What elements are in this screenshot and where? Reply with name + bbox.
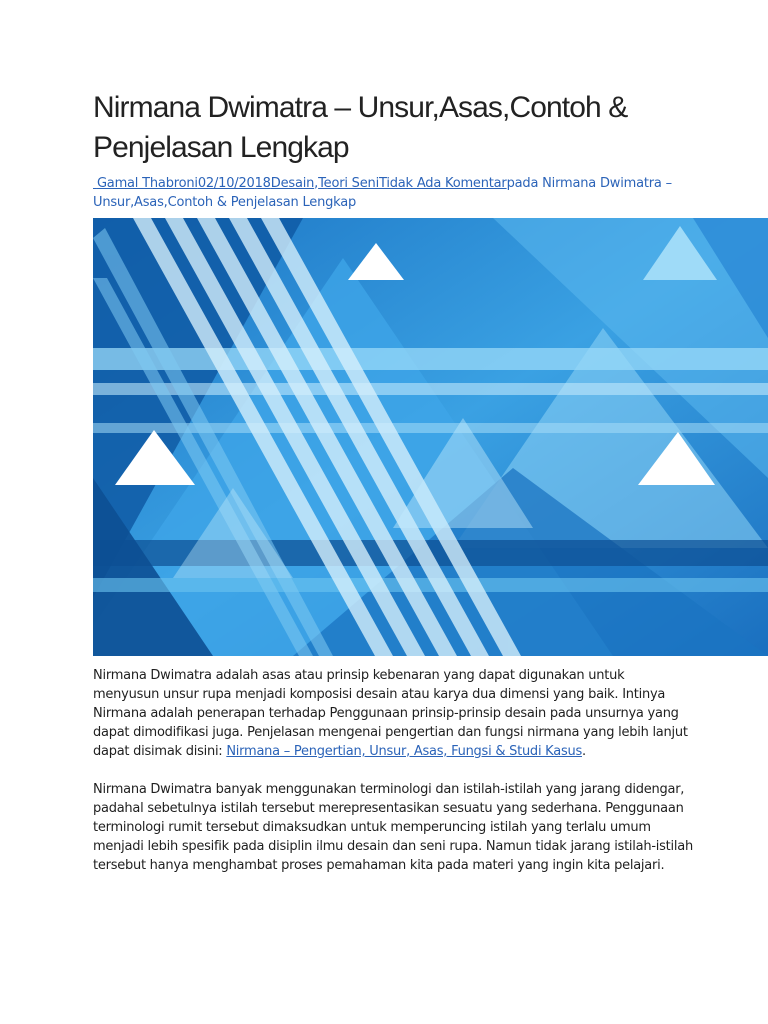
category-link-teori-seni[interactable]: Teori Seni <box>318 176 379 191</box>
category-link-desain[interactable]: Desain <box>270 176 315 191</box>
post-date: 02/10/2018 <box>197 176 271 191</box>
nirmana-article-link[interactable]: Nirmana – Pengertian, Unsur, Asas, Fungsi & Studi Kasus <box>226 744 582 759</box>
author-link[interactable]: Gamal Thabroni02/10/2018 <box>96 176 271 191</box>
paragraph-2: Nirmana Dwimatra banyak menggunakan terminologi dan istilah-istilah yang jarang didengar, padahal sebetulnya istilah tersebut merepresentasikan sesuatu yang sederhana. Penggunaan terminologi rumit tersebut dimaksudkan untuk memperuncing istilah yang terlalu umum menjadi lebih spesifik pada disiplin ilmu desain dan seni rupa. Namun tidak jarang istilah-istilah tersebut hanya menghambat proses pemahaman kita pada materi yang ingin kita pelajari. <box>93 782 693 873</box>
article-meta <box>93 174 693 212</box>
comments-suffix: pada Nirmana Dwimatra – Unsur,Asas,Contoh & Penjelasan Lengkap <box>93 176 672 210</box>
article-body <box>93 666 693 894</box>
hero-image <box>93 218 768 656</box>
category-separator: , <box>314 176 319 191</box>
comments-link[interactable]: Tidak Ada Komentar <box>378 176 507 191</box>
article-title: Nirmana Dwimatra – Unsur,Asas,Contoh & Penjelasan Lengkap <box>93 91 628 164</box>
paragraph-1: Nirmana Dwimatra adalah asas atau prinsip kebenaran yang dapat digunakan untuk menyusun unsur rupa menjadi komposisi desain atau karya dua dimensi yang baik. Intinya Nirmana adalah penerapan terhadap Penggunaan prinsip-prinsip desain pada unsurnya yang dapat dimodifikasi juga. Penjelasan mengenai pengertian dan fungsi nirmana yang lebih lanjut dapat disimak disini: Nirmana – Pengertian, Unsur, Asas, Fungsi & Studi Kasus. <box>93 668 688 759</box>
